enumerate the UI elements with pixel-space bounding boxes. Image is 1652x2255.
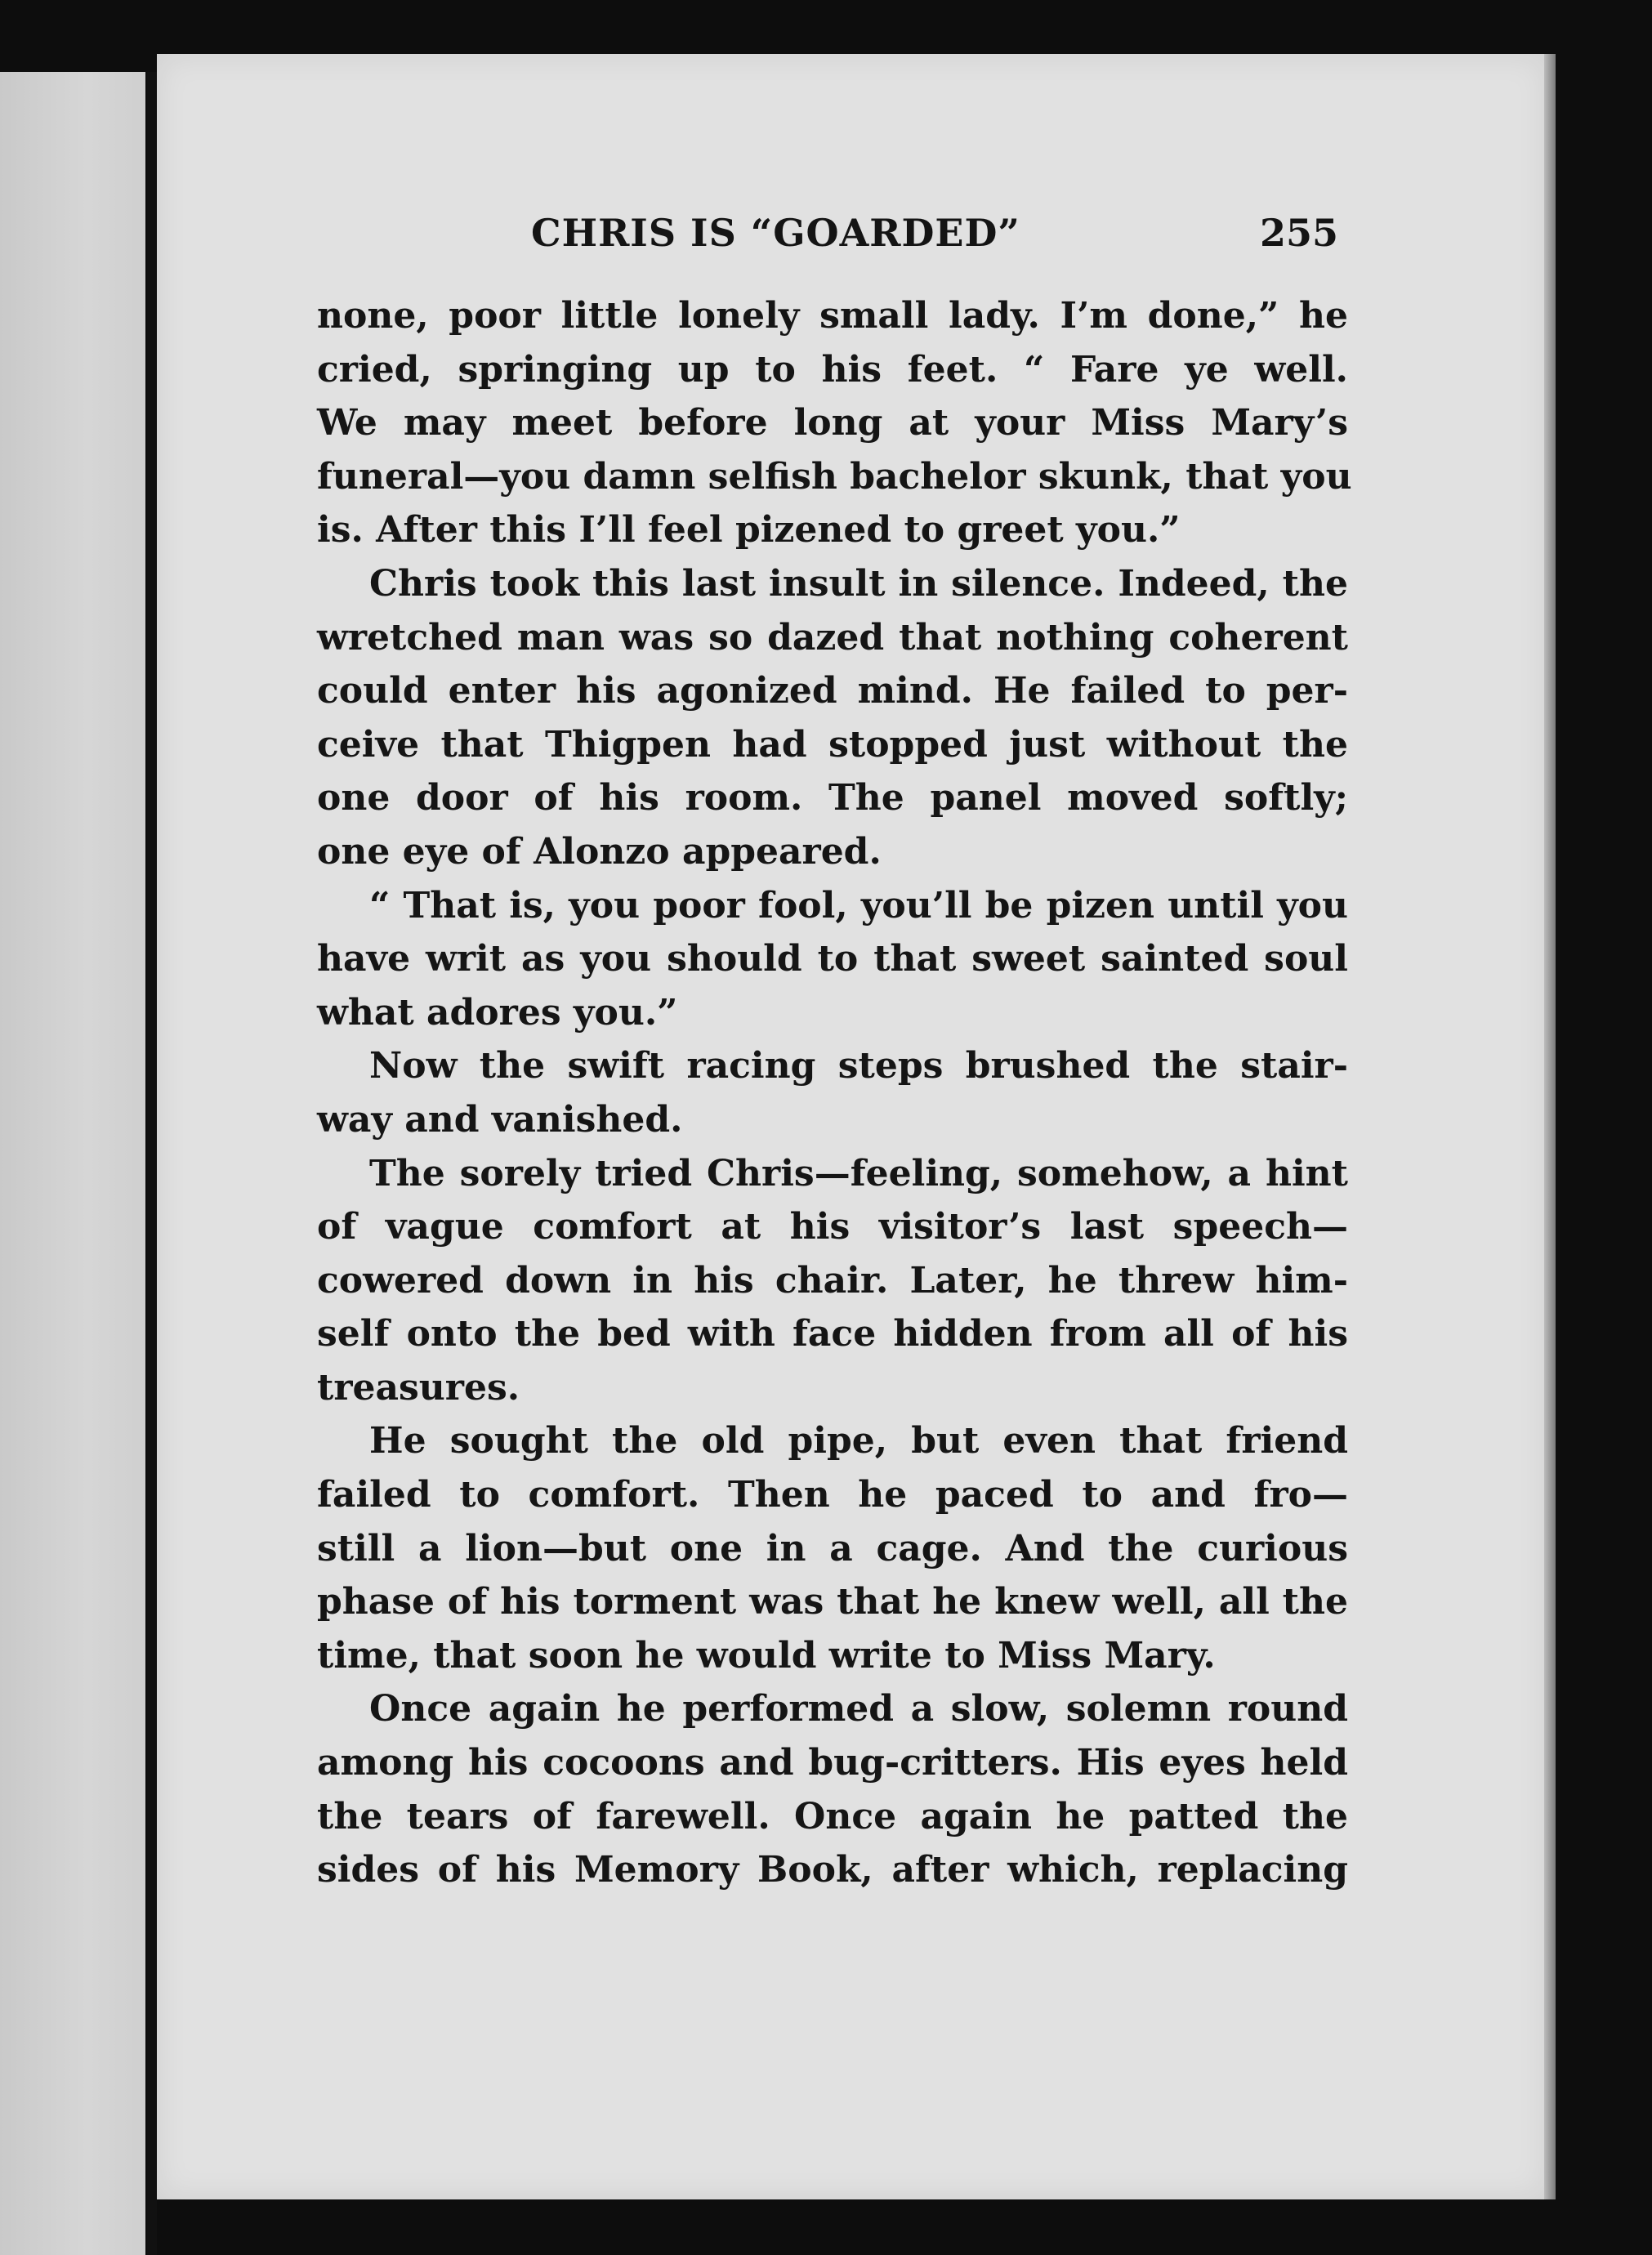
- text-line: ceive that Thigpen had stopped just without the: [317, 723, 1348, 766]
- book-gutter: [147, 72, 157, 2255]
- text-line: of vague comfort at his visitor’s last speech—: [317, 1206, 1348, 1248]
- text-line: cowered down in his chair. Later, he threw him-: [317, 1259, 1348, 1302]
- text-line: sides of his Memory Book, after which, replacing: [317, 1849, 1348, 1891]
- text-line: wretched man was so dazed that nothing coherent: [317, 616, 1348, 659]
- text-line: We may meet before long at your Miss Mary’s: [317, 402, 1348, 444]
- text-line: failed to comfort. Then he paced to and fro—: [317, 1474, 1348, 1516]
- text-line: treasures.: [317, 1366, 520, 1409]
- text-line: have writ as you should to that sweet sainted soul: [317, 938, 1348, 980]
- text-line: none, poor little lonely small lady. I’m done,” he: [317, 295, 1348, 337]
- text-line: Now the swift racing steps brushed the stair-: [369, 1045, 1348, 1087]
- body-text: [317, 289, 1352, 1897]
- text-line: “ That is, you poor fool, you’ll be pizen until you: [369, 884, 1348, 927]
- text-line: self onto the bed with face hidden from all of his: [317, 1313, 1348, 1355]
- text-line: Chris took this last insult in silence. Indeed, the: [369, 562, 1348, 605]
- page-number: 255: [1259, 211, 1338, 255]
- text-line: funeral—you damn selfish bachelor skunk, that you: [317, 455, 1352, 498]
- text-line: way and vanished.: [317, 1098, 683, 1141]
- running-head: CHRIS IS “GOARDED”: [531, 211, 1020, 255]
- text-line: phase of his torment was that he knew well, all the: [317, 1581, 1348, 1623]
- page-edge-shadow: [1544, 54, 1556, 2199]
- text-line: one eye of Alonzo appeared.: [317, 830, 882, 873]
- page-header: [374, 211, 1338, 268]
- text-line: among his cocoons and bug-critters. His eyes held: [317, 1742, 1348, 1784]
- text-line: Once again he performed a slow, solemn round: [369, 1688, 1348, 1730]
- facing-page-margin: [0, 72, 145, 2255]
- text-line: time, that soon he would write to Miss Mary.: [317, 1634, 1216, 1677]
- text-line: He sought the old pipe, but even that friend: [369, 1420, 1348, 1462]
- text-line: what adores you.”: [317, 991, 678, 1034]
- text-line: The sorely tried Chris—feeling, somehow, a hint: [369, 1152, 1348, 1194]
- text-line: one door of his room. The panel moved softly;: [317, 777, 1348, 819]
- text-line: could enter his agonized mind. He failed to per-: [317, 670, 1348, 712]
- text-line: is. After this I’ll feel pizened to greet you.”: [317, 509, 1181, 551]
- text-line: cried, springing up to his feet. “ Fare ye well.: [317, 348, 1348, 391]
- text-line: still a lion—but one in a cage. And the curious: [317, 1527, 1348, 1570]
- text-line: the tears of farewell. Once again he patted the: [317, 1795, 1348, 1837]
